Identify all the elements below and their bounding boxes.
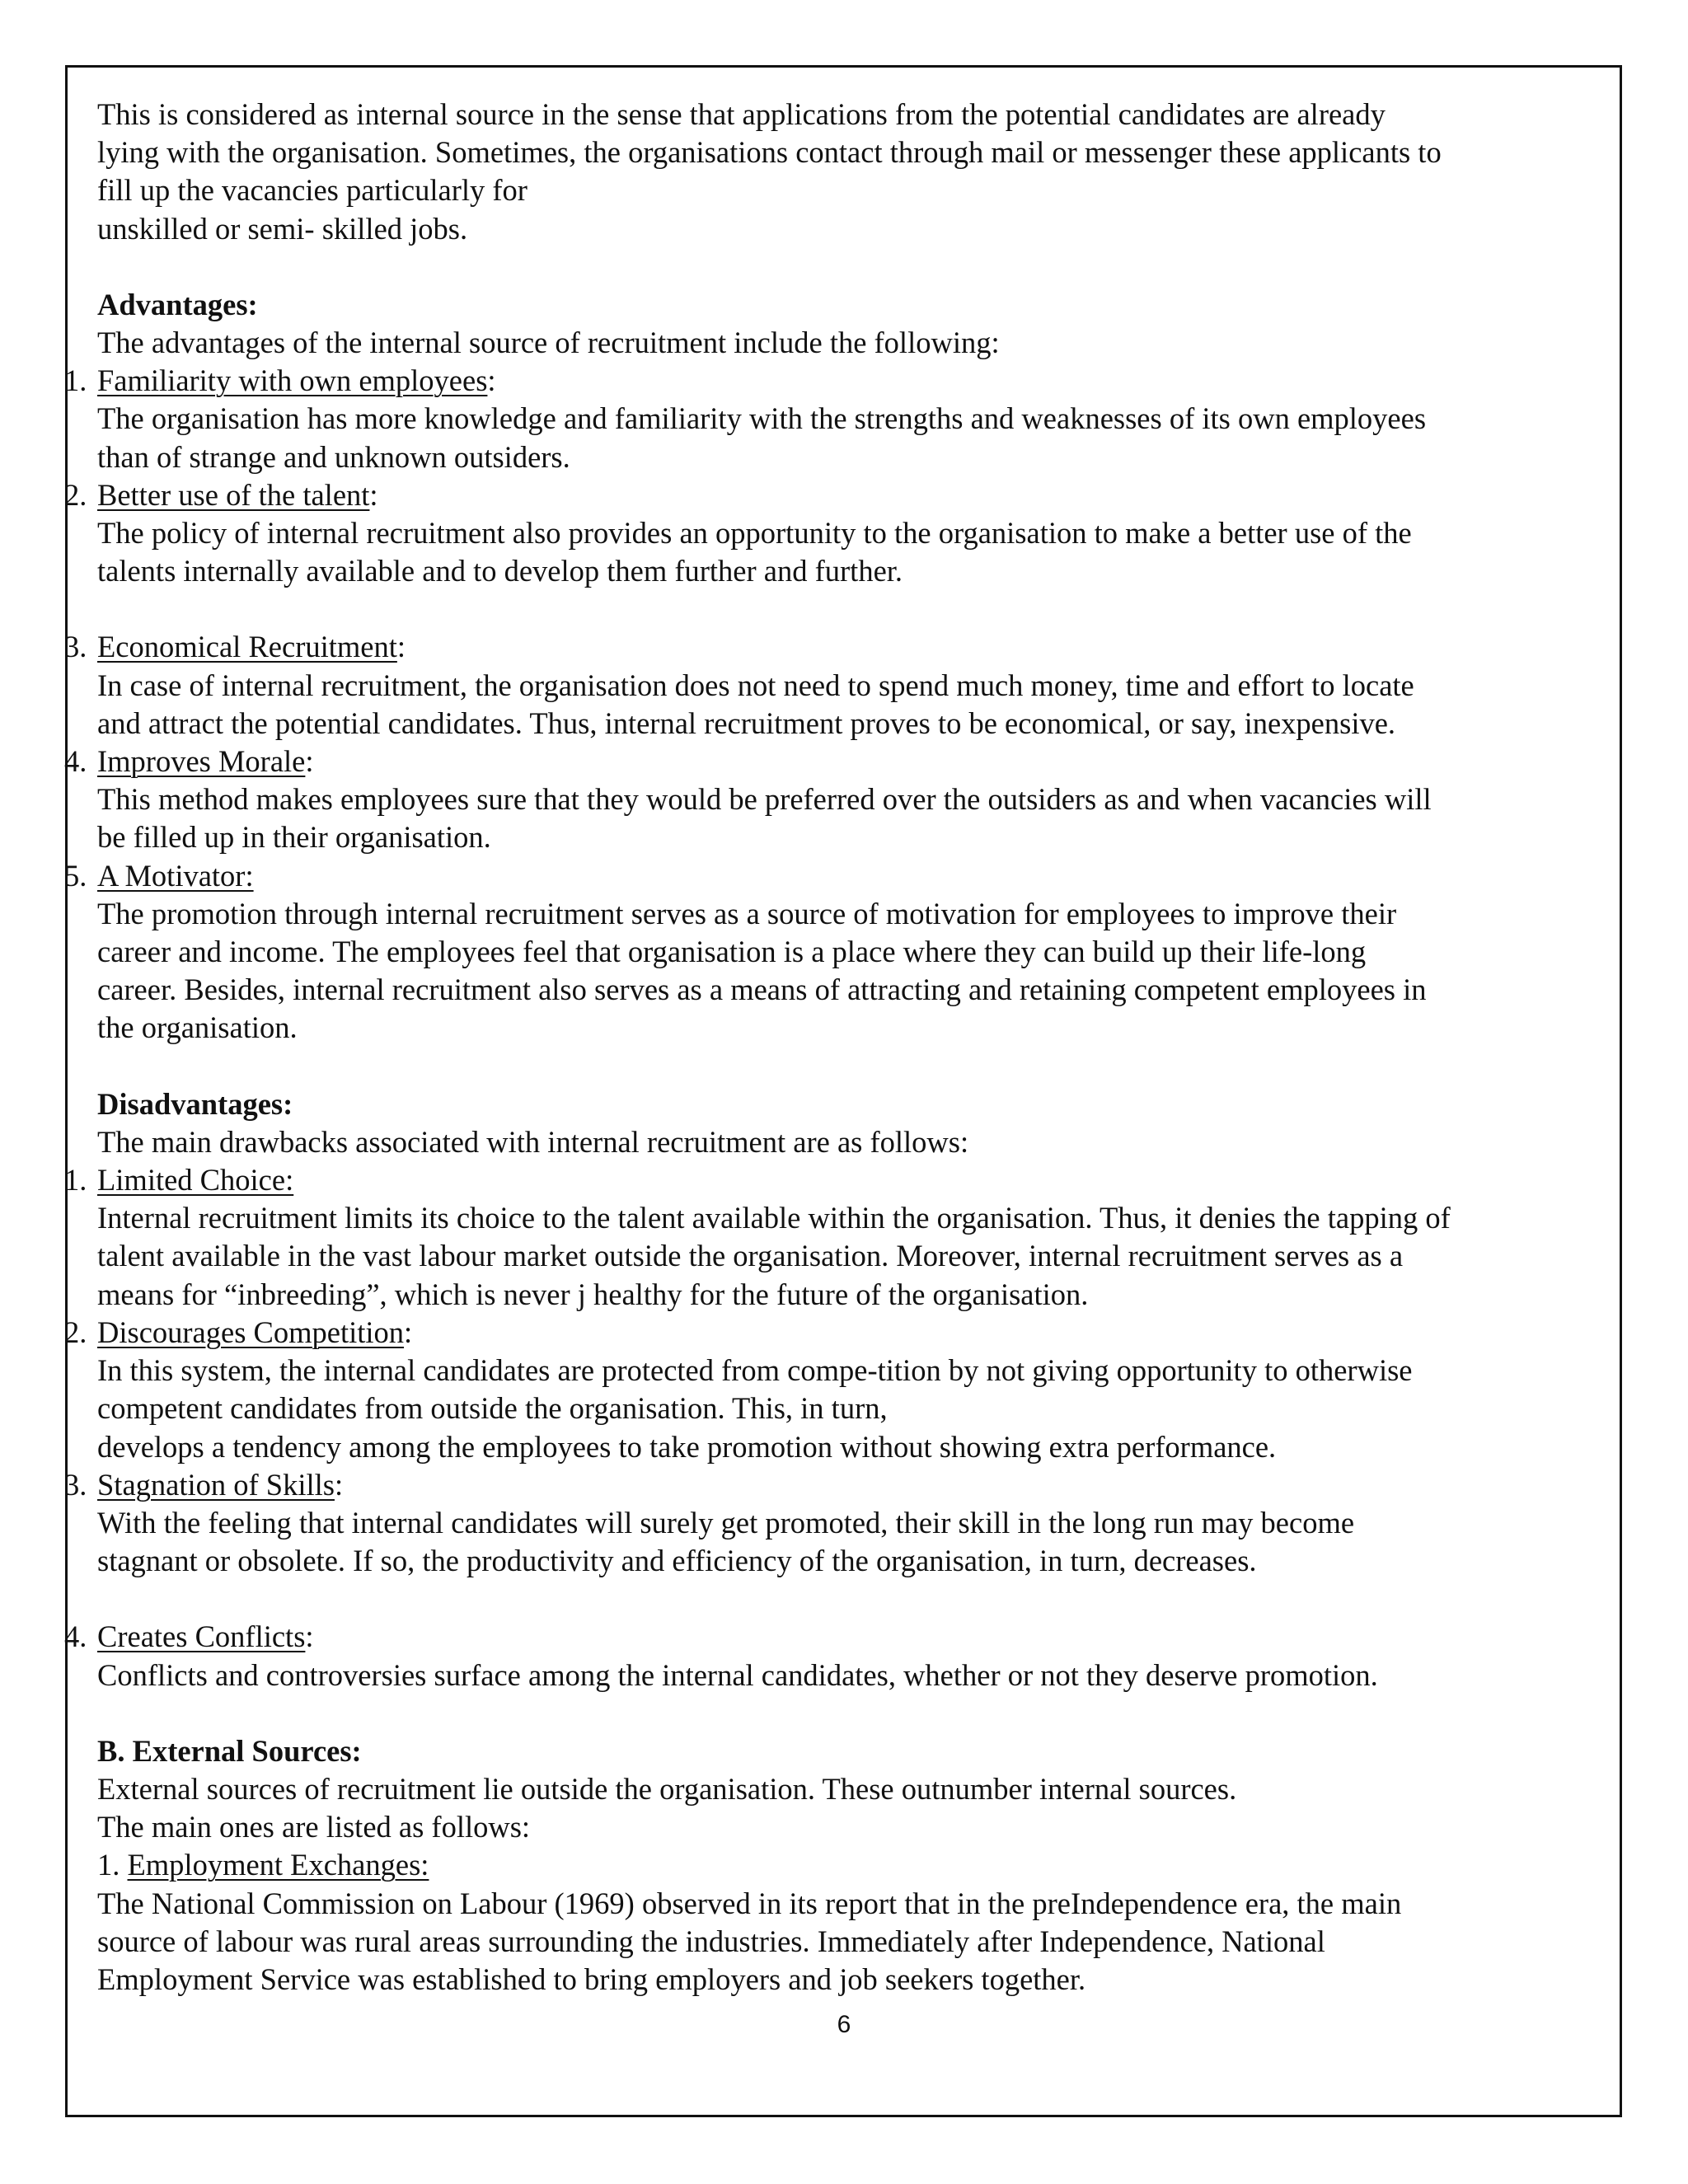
item-number: 2. (64, 1315, 87, 1349)
item-text: The promotion through internal recruitment serves as a source of motivation for employees to improve their (97, 896, 1397, 930)
item-text: The organisation has more knowledge and familiarity with the strengths and weaknesses of its own employees (97, 401, 1427, 436)
external-line: The main ones are listed as follows: (97, 1810, 531, 1844)
external-item-heading (97, 1846, 1597, 1884)
item-text: career. Besides, internal recruitment also serves as a means of attracting and retaining competent employees in (97, 972, 1427, 1007)
item-number: 1. (64, 363, 87, 398)
item-text: Internal recruitment limits its choice to the talent available within the organisation. Thus, it denies the tapping of (97, 1201, 1451, 1235)
item-number: 3. (64, 630, 87, 664)
item-text: develops a tendency among the employees to take promotion without showing extra performance. (97, 1429, 1277, 1464)
item-text: In this system, the internal candidates are protected from compe-tition by not giving opportunity to otherwise (97, 1353, 1413, 1388)
item-number: 5. (64, 858, 87, 893)
item-text: Conflicts and controversies surface among the internal candidates, whether or not they deserve promotion. (97, 1657, 1378, 1692)
disadvantage-item: 4. Creates Conflicts: Conflicts and controversies surface among the internal candidates, whether or not they deserve promotion. (97, 1618, 1597, 1694)
item-number: 1. (97, 1848, 120, 1882)
item-number: 1. (64, 1163, 87, 1197)
item-number: 2. (64, 477, 87, 512)
disadvantages-heading: Disadvantages: (97, 1086, 293, 1121)
advantage-item (64, 857, 1597, 1047)
item-number: 4. (64, 1619, 87, 1654)
item-text: The National Commission on Labour (1969) observed in its report that in the preIndependence era, the main (97, 1886, 1402, 1920)
item-text: With the feeling that internal candidates will surely get promoted, their skill in the long run may become (97, 1505, 1355, 1540)
item-title: Better use of the talent (97, 477, 370, 512)
item-text: This method makes employees sure that they would be preferred over the outsiders as and when vacancies will (97, 782, 1432, 817)
item-title: Employment Exchanges: (127, 1848, 429, 1882)
item-text: In case of internal recruitment, the organisation does not need to spend much money, time and effort to locate (97, 668, 1414, 702)
item-number: 3. (64, 1467, 87, 1502)
item-text: competent candidates from outside the organisation. This, in turn, (97, 1391, 888, 1426)
external-sources-heading: B. External Sources: (97, 1733, 362, 1768)
item-title: Creates Conflicts (97, 1619, 306, 1654)
item-text: means for “inbreeding”, which is never j healthy for the future of the organisation. (97, 1277, 1089, 1311)
document-body (64, 96, 1597, 1999)
item-text: be filled up in their organisation. (97, 820, 491, 855)
item-text: stagnant or obsolete. If so, the productivity and efficiency of the organisation, in turn, decreases. (97, 1544, 1257, 1578)
item-text: and attract the potential candidates. Thus, internal recruitment proves to be economical, or say, inexpensive. (97, 705, 1396, 740)
advantages-heading: Advantages: (97, 287, 258, 321)
disadvantage-item (64, 1161, 1597, 1314)
advantage-item: 2. Better use of the talent: The policy of internal recruitment also provides an opportunity to the organisation to make a better use of the talents internally available and to develop them further and further. (97, 476, 1597, 591)
advantage-item: 1. Familiarity with own employees: The organisation has more knowledge and familiarity with the strengths and weaknesses of its own employees than of strange and unknown outsiders. (97, 362, 1597, 476)
intro-line: lying with the organisation. Sometimes, the organisations contact through mail or messenger these applicants to (97, 135, 1442, 170)
item-text: talents internally available and to develop them further and further. (97, 554, 903, 588)
intro-line: unskilled or semi- skilled jobs. (97, 211, 468, 246)
item-text: than of strange and unknown outsiders. (97, 439, 570, 474)
advantage-item: 3. Economical Recruitment: In case of internal recruitment, the organisation does not need to spend much money, time and effort to locate and attract the potential candidates. Thus, internal recruitment proves to be economical, or say, inexpensive. (97, 628, 1597, 743)
external-line: External sources of recruitment lie outside the organisation. These outnumber internal sources. (97, 1771, 1237, 1806)
disadvantage-item: 2. Discourages Competition: In this system, the internal candidates are protected from compe-tition by not giving opportunity to otherwise competent candidates from outside the organisation. This, in turn, develops a tendency among the employees to take promotion without showing extra performance. (97, 1314, 1597, 1466)
disadvantage-item: 3. Stagnation of Skills: With the feeling that internal candidates will surely get promoted, their skill in the long run may become stagnant or obsolete. If so, the productivity and efficiency of the organisation, in turn, decreases. (97, 1466, 1597, 1581)
item-text: the organisation. (97, 1010, 298, 1045)
item-text: The policy of internal recruitment also provides an opportunity to the organisation to make a better use of the (97, 516, 1412, 551)
item-text: Employment Service was established to bring employers and job seekers together. (97, 1961, 1086, 1996)
item-title: Economical Recruitment (97, 630, 397, 664)
item-title: Improves Morale (97, 744, 306, 779)
item-text: career and income. The employees feel that organisation is a place where they can build up their life-long (97, 935, 1367, 969)
item-title: A Motivator: (97, 858, 254, 893)
item-text: source of labour was rural areas surrounding the industries. Immediately after Independence, National (97, 1924, 1325, 1958)
advantages-intro: The advantages of the internal source of recruitment include the following: (97, 326, 1000, 360)
item-title: Discourages Competition (97, 1315, 405, 1349)
item-title: Familiarity with own employees (97, 363, 488, 398)
advantage-item: 4. Improves Morale: This method makes employees sure that they would be preferred over the outsiders as and when vacancies will be filled up in their organisation. (97, 743, 1597, 857)
intro-line: This is considered as internal source in the sense that applications from the potential candidates are already (97, 97, 1386, 131)
disadvantages-intro: The main drawbacks associated with internal recruitment are as follows: (97, 1124, 969, 1159)
item-title: Stagnation of Skills (97, 1467, 335, 1502)
intro-line: fill up the vacancies particularly for (97, 173, 528, 208)
item-title: Limited Choice: (97, 1163, 294, 1197)
item-number: 4. (64, 744, 87, 779)
page-number: 6 (837, 2011, 851, 2038)
item-text: talent available in the vast labour market outside the organisation. Moreover, internal recruitment serves as a (97, 1239, 1404, 1273)
